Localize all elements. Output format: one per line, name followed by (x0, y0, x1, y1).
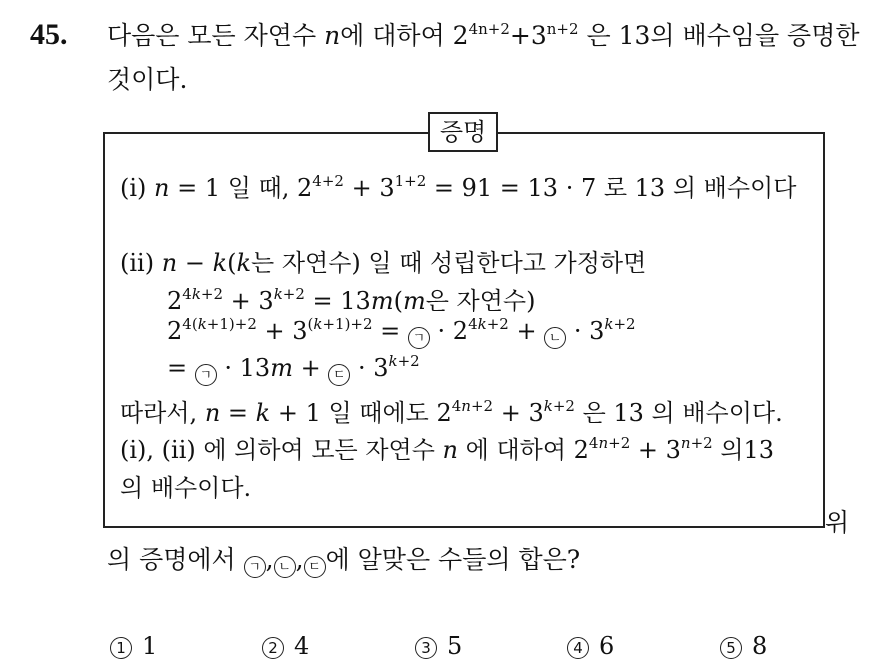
blank-2-icon: ㄴ (544, 327, 566, 349)
choice-mark-2: 2 (262, 637, 284, 659)
stem-exponent-2: n+2 (546, 20, 579, 38)
choice-value-4: 6 (599, 632, 615, 660)
blank-1-icon: ㄱ (408, 327, 430, 349)
proof-equation-2: $2^{4(k+1)+2} + 3^{(k+1)+2}$ = ㄱ · $2^{4k+2}$ + ㄴ · $3^{k+2}$ (167, 317, 636, 349)
stem-plus: +3 (509, 21, 547, 50)
question-stem-line-2: 것이다. (107, 65, 188, 94)
stem-text-b: 에 대하여 2 (340, 21, 469, 50)
choice-4[interactable] (567, 632, 614, 660)
proof-conclusion-2: (i), (ii) 에 의하여 모든 자연수 n 에 대하여 $2^{4n+2} + 3^{n+2}$ 의13 (120, 434, 775, 464)
stem-exponent-1: 4n+2 (468, 20, 510, 38)
question-number: 45. (30, 18, 68, 51)
proof-line-ii: (ii) n − k(k는 자연수) 일 때 성립한다고 가정하면 (120, 249, 647, 277)
proof-equation-1: $2^{4k+2} + 3^{k+2} = 13m(m$은 자연수) (167, 285, 536, 315)
blank-1-icon: ㄱ (195, 364, 217, 386)
choice-5[interactable] (720, 632, 767, 660)
choice-mark-4: 4 (567, 637, 589, 659)
blank-3-icon: ㄷ (304, 556, 326, 578)
choice-3[interactable] (415, 632, 462, 660)
stem-variable-n: n (324, 21, 341, 50)
proof-equation-3: = ㄱ · 13m + ㄷ · $3^{k+2}$ (167, 354, 420, 386)
proof-conclusion-3: 의 배수이다. (120, 474, 252, 502)
question-line: 의 증명에서 ㄱ , ㄴ , ㄷ 에 알맞은 수들의 합은? (107, 540, 580, 578)
question-stem-line-1 (107, 16, 860, 52)
after-box-text: 위 (825, 508, 850, 537)
stem-text-c: 은 13의 배수임을 증명한 (586, 21, 860, 50)
proof-line-i: (i) n = 1 일 때, $2^{4+2} + 3^{1+2} = 91 = 13 \cdot 7$ 로 13 의 배수이다 (120, 172, 797, 202)
choice-value-2: 4 (294, 632, 310, 660)
choice-mark-1: 1 (110, 637, 132, 659)
stem-text-a: 다음은 모든 자연수 (107, 21, 317, 50)
choice-mark-3: 3 (415, 637, 437, 659)
proof-conclusion-1: 따라서, n = k + 1 일 때에도 $2^{4n+2} + 3^{k+2}$ 은 13 의 배수이다. (120, 397, 783, 427)
choice-value-1: 1 (142, 632, 158, 660)
choice-2[interactable] (262, 632, 309, 660)
blank-3-icon: ㄷ (328, 364, 350, 386)
blank-1-icon: ㄱ (244, 556, 266, 578)
choice-mark-5: 5 (720, 637, 742, 659)
choice-value-3: 5 (447, 632, 463, 660)
proof-title: 증명 (428, 112, 498, 152)
choice-1[interactable] (110, 632, 157, 660)
blank-2-icon: ㄴ (274, 556, 296, 578)
choice-value-5: 8 (752, 632, 768, 660)
